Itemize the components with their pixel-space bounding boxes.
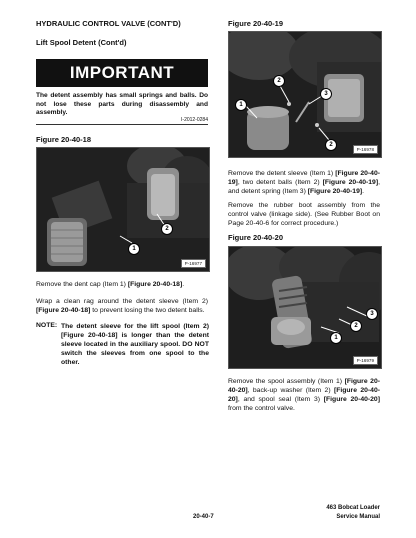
figure-19-callout-3: 3 bbox=[320, 88, 332, 100]
left-paragraph-2: Wrap a clean rag around the detent sleeve (Item 2) [Figure 20-40-18] to prevent losing the two detent balls. bbox=[36, 298, 208, 314]
right-paragraph-2: Remove the rubber boot assembly from the control valve (linkage side). (See Rubber Boot on Page 20-40-6 for correct procedure.) bbox=[228, 202, 380, 227]
note-label: NOTE: bbox=[36, 322, 58, 329]
important-body: The detent assembly has small springs and balls. Do not lose these parts during disassembly and assembly. bbox=[36, 92, 208, 116]
figure-19-callout-2-bottom: 2 bbox=[325, 139, 337, 151]
important-code: I-2012-0284 bbox=[181, 117, 208, 123]
figure-18-illustration bbox=[37, 148, 209, 271]
left-paragraph-1: Remove the dent cap (Item 1) [Figure 20-40-18]. bbox=[36, 281, 185, 288]
footer-manual: Service Manual bbox=[336, 514, 380, 520]
figure-19-photo-id: P-16978 bbox=[353, 145, 378, 154]
figure-19-illustration bbox=[229, 32, 381, 157]
figure-20-photo bbox=[228, 246, 382, 369]
right-paragraph-1: Remove the detent sleeve (Item 1) [Figure 20-40-19], two detent balls (Item 2) [Figure 20-40-19], and detent spring (Item 3) [Figure 20-40-19]. bbox=[228, 170, 380, 195]
note-text: The detent sleeve for the lift spool (Item 2) [Figure 20-40-18] is longer than the detent sleeve located in the auxiliary spool. DO NOT switch the sleeves from one spool to the other. bbox=[61, 323, 209, 366]
figure-18-photo bbox=[36, 147, 210, 272]
figure-20-callout-2: 2 bbox=[350, 320, 362, 332]
figure-19-title: Figure 20-40-19 bbox=[228, 19, 284, 28]
figure-18-callout-1: 1 bbox=[128, 243, 140, 255]
page-number: 20-40-7 bbox=[193, 514, 214, 520]
figure-18-title: Figure 20-40-18 bbox=[36, 135, 92, 144]
figure-19-photo bbox=[228, 31, 382, 158]
figure-18-callout-2: 2 bbox=[161, 223, 173, 235]
figure-20-title: Figure 20-40-20 bbox=[228, 233, 284, 242]
section-subtitle: Lift Spool Detent (Cont'd) bbox=[36, 38, 127, 47]
important-banner: IMPORTANT bbox=[36, 59, 208, 87]
important-divider bbox=[36, 124, 208, 125]
figure-20-illustration bbox=[229, 247, 381, 368]
footer-model: 463 Bobcat Loader bbox=[326, 505, 380, 511]
figure-20-callout-3: 3 bbox=[366, 308, 378, 320]
figure-18-photo-id: P-16977 bbox=[181, 259, 206, 268]
figure-19-callout-2-top: 2 bbox=[273, 75, 285, 87]
figure-20-photo-id: P-16979 bbox=[353, 356, 378, 365]
section-title: HYDRAULIC CONTROL VALVE (CONT'D) bbox=[36, 19, 181, 28]
figure-20-callout-1: 1 bbox=[330, 332, 342, 344]
right-paragraph-3: Remove the spool assembly (Item 1) [Figure 20-40-20], back-up washer (Item 2) [Figure 20-40-20], and spool seal (Item 3) [Figure 20-40-20] from the control valve. bbox=[228, 378, 380, 412]
figure-19-callout-1: 1 bbox=[235, 99, 247, 111]
